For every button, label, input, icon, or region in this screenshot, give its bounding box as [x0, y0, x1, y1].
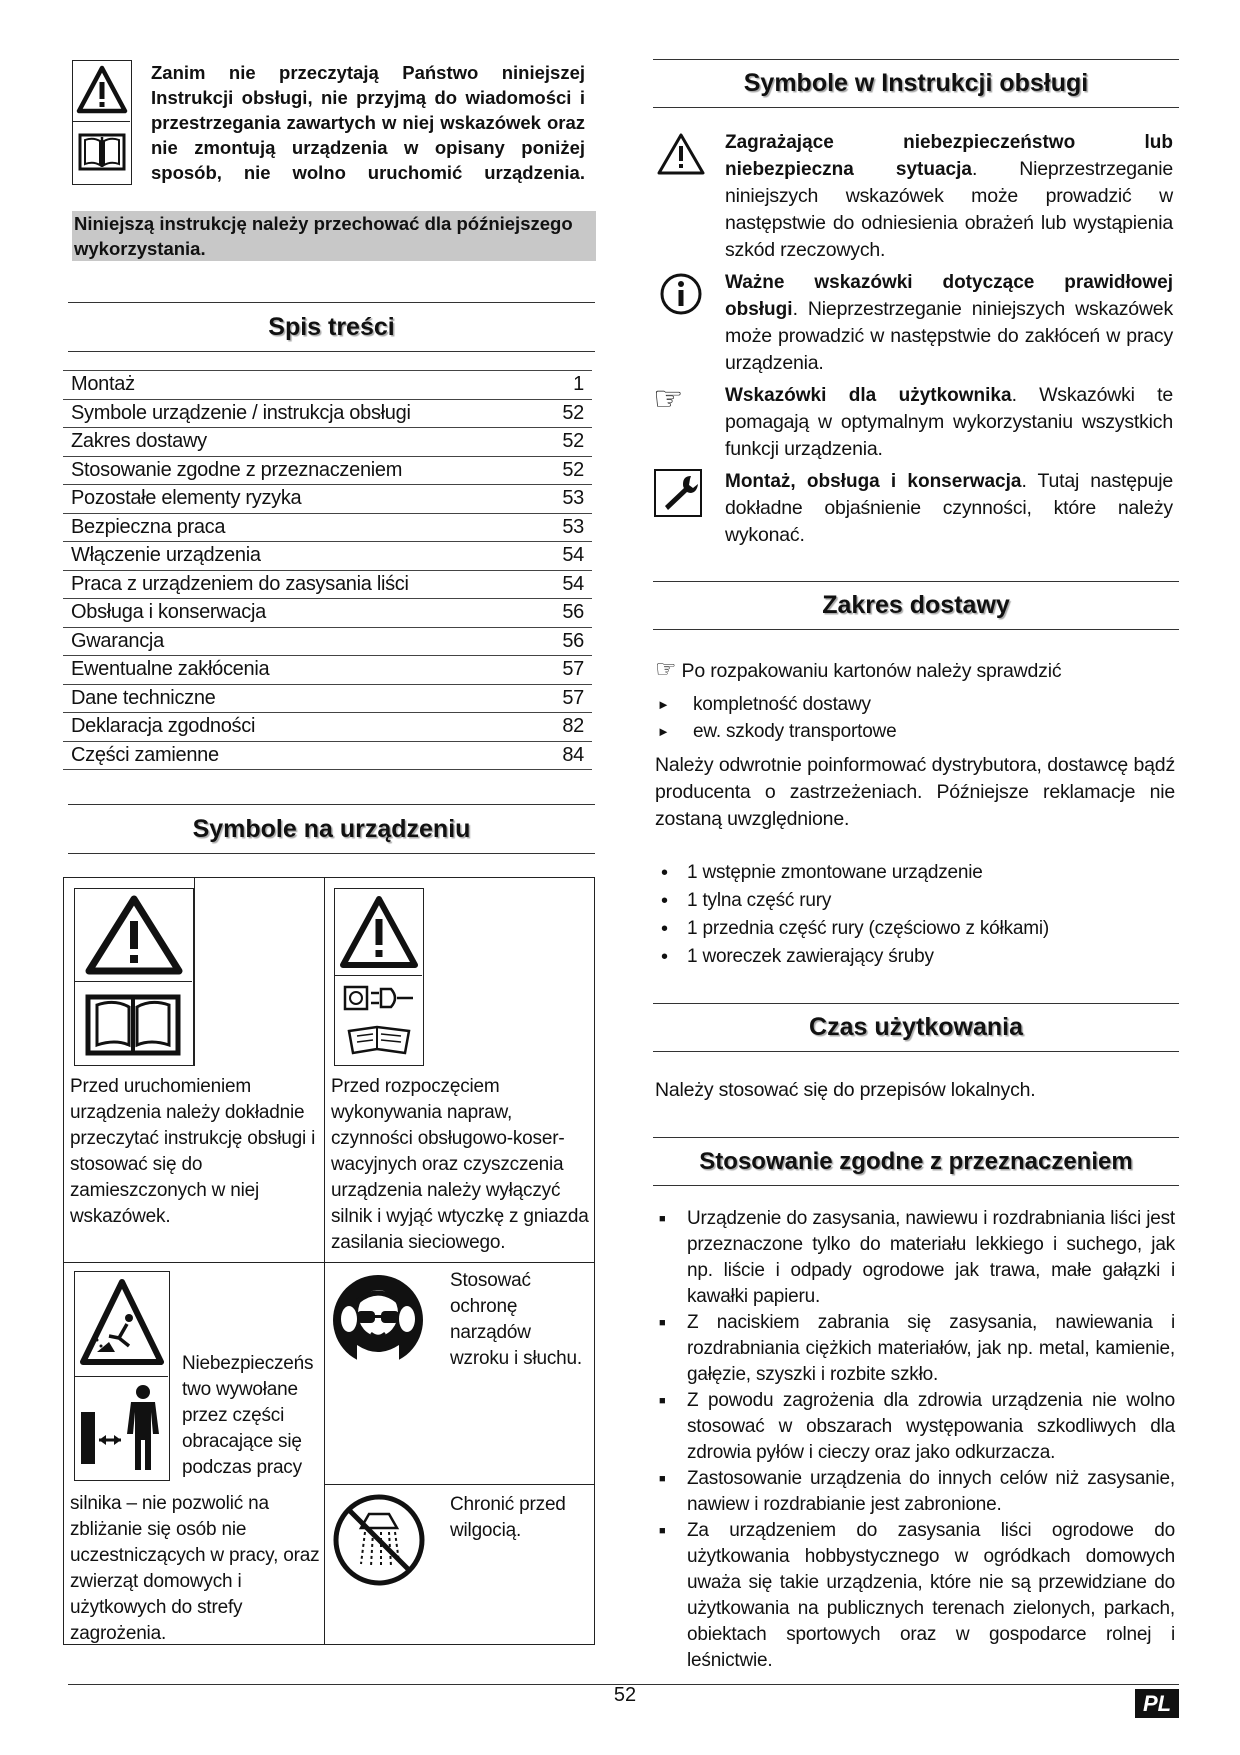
delivery-check-intro: [655, 657, 1175, 684]
toc-row[interactable]: [63, 713, 592, 742]
delivery-note: Należy odwrotnie poinformować dystrybutora, dostawcę bądź producenta o zastrzeżeniach. Późniejsze reklamacje nie zostaną uwzględnione.: [655, 754, 1175, 830]
toc-page: 53: [562, 487, 584, 509]
device-symbols-table: [63, 877, 595, 1645]
symbol-description: . Wskazówki te pomagają w optymalnym wykorzystaniu wszystkich funkcji urządzenia.: [725, 384, 1173, 460]
toc-row[interactable]: [63, 514, 592, 543]
toc-row[interactable]: [63, 370, 592, 400]
toc-page: 52: [562, 430, 584, 452]
pointing-hand-icon: ☞: [655, 656, 677, 683]
toc-page: 54: [562, 572, 584, 595]
intended-use-list: [655, 1206, 1175, 1674]
wrench-icon: [653, 468, 703, 518]
cell3-text-a: Niebezpieczeńs two wywołane przez części obracające się podczas pracy: [182, 1353, 314, 1478]
cell2-icon-box: [334, 888, 424, 1066]
keep-distance-icon: [79, 1382, 165, 1476]
toc-label: Obsługa i konserwacja: [71, 601, 266, 623]
page-number: 52: [613, 1684, 637, 1706]
info-icon: [659, 272, 703, 316]
manual-book-icon: [78, 131, 126, 173]
toc-row[interactable]: [63, 656, 592, 685]
toc-label: Deklaracja zgodności: [71, 715, 256, 737]
manual-symbol-row: [653, 270, 1173, 377]
toc-label: Ewentualne zakłócenia: [71, 658, 270, 680]
toc-row[interactable]: [63, 457, 592, 486]
list-item: • 1 przednia część rury (częściowo z kółkami): [655, 915, 1175, 943]
list-item: ■ Z naciskiem zabrania się zasysania, nawiewania i rozdrabniania ciężkich materiałów, jak np. metal, kamienie, gałęzie, szyszki i rozbite szkło.: [655, 1310, 1175, 1388]
toc-row[interactable]: [63, 428, 592, 457]
symbol-description: . Nieprzestrzeganie niniejszych wskazówek może prowadzić w następstwie do odniesienia obrażeń lub wystąpienia szkód rzeczowych.: [725, 158, 1173, 261]
toc-title: Spis treści: [268, 313, 395, 341]
toc-label: Praca z urządzeniem do zasysania liści: [71, 572, 409, 595]
delivery-check-intro-text: Po rozpakowaniu kartonów należy sprawdzić: [681, 660, 1062, 682]
cell2-text: Przed rozpoczęciem wykonywania napraw, czynności obsługowo-koser-wacyjnych oraz czyszczenia urządzenia należy wyłączyć silnik i wyjąć wtyczkę z gniazda zasilania sieciowego.: [331, 1076, 589, 1253]
list-item: • 1 wstępnie zmontowane urządzenie: [655, 859, 1175, 887]
toc-label: Pozostałe elementy ryzyka: [71, 487, 302, 509]
list-item: ■ Za urządzeniem do zasysania liści ogrodowe do użytkowania hobbystycznego w ogródkach domowych uważa się takie urządzenia, które nie są przewidziane do użytkowania na publicznych terenach zielonych, parkach, obiektach sportowych oraz w gospodarce rolnej i leśnictwie.: [655, 1518, 1175, 1674]
manual-symbol-row: [653, 130, 1173, 264]
toc-page: 52: [562, 458, 584, 481]
lifetime-text: Należy stosować się do przepisów lokalnych.: [655, 1079, 1036, 1101]
toc-label: Części zamienne: [71, 743, 219, 766]
toc-list: [63, 370, 592, 770]
keep-manual-note: Niniejszą instrukcję należy przechować dla późniejszego wykorzystania.: [72, 211, 596, 261]
manual-symbols-title: Symbole w Instrukcji obsługi: [743, 69, 1089, 97]
delivery-check-list: [655, 691, 1175, 745]
toc-label: Stosowanie zgodne z przeznaczeniem: [71, 458, 403, 481]
toc-row[interactable]: [63, 571, 592, 600]
warning-icon: [85, 895, 183, 975]
list-item: ■ Zastosowanie urządzenia do innych celów niż zasysanie, nawiew i rozdrabianie jest zabronione.: [655, 1466, 1175, 1518]
toc-page: 52: [562, 401, 584, 424]
toc-row[interactable]: [63, 742, 592, 771]
device-symbols-header: [68, 804, 595, 854]
toc-label: Symbole urządzenie / instrukcja obsługi: [71, 401, 411, 424]
toc-page: 56: [562, 601, 584, 623]
list-item: ■ Z powodu zagrożenia dla zdrowia urządzenia nie wolno stosować w obszarach występowania szkodliwych dla zdrowia pyłów i cieczy oraz jako odkurzacza.: [655, 1388, 1175, 1466]
list-item: ► kompletność dostawy: [655, 691, 1175, 718]
manual-book-icon: [85, 993, 181, 1057]
symbol-title: Ważne wskazówki dotyczące prawidłowej obsługi: [725, 272, 1173, 320]
toc-row[interactable]: [63, 599, 592, 628]
toc-page: 82: [562, 715, 584, 737]
toc-page: 1: [573, 373, 584, 395]
symbol-title: Wskazówki dla użytkownika: [725, 385, 1012, 406]
toc-header: [68, 302, 595, 352]
lifetime-title: Czas użytkowania: [809, 1013, 1023, 1041]
delivery-header: [653, 581, 1179, 630]
intended-use-title: Stosowanie zgodne z przeznaczeniem: [699, 1148, 1133, 1175]
delivery-title: Zakres dostawy: [822, 591, 1010, 619]
lifetime-header: [653, 1003, 1179, 1052]
warning-icon: [76, 64, 128, 116]
warning-icon: [339, 895, 419, 969]
cell5-text: Chronić przed wilgocią.: [450, 1494, 566, 1541]
pointing-hand-icon: ☞: [653, 380, 684, 418]
toc-row[interactable]: [63, 542, 592, 571]
toc-row[interactable]: [63, 400, 592, 429]
toc-page: 57: [562, 658, 584, 680]
toc-row[interactable]: [63, 485, 592, 514]
list-item: ■ Urządzenie do zasysania, nawiewu i rozdrabniania liści jest przeznaczone tylko do materiału lekkiego i suchego, jak np. liście i odpady ogrodowe jak trawa, małe gałązki i kawałki papieru.: [655, 1206, 1175, 1310]
rotating-parts-warning-icon: [79, 1278, 165, 1368]
toc-label: Włączenie urządzenia: [71, 544, 261, 566]
cell1-text: Przed uruchomieniem urządzenia należy dokładnie przeczytać instrukcję obsługi i stosować się do zamieszczonych w niej wskazówek.: [70, 1076, 316, 1227]
toc-label: Montaż: [71, 373, 135, 395]
delivery-items: [655, 859, 1175, 971]
unplug-icon: [341, 981, 417, 1017]
intro-icon-box: [72, 60, 132, 185]
list-item: • 1 tylna część rury: [655, 887, 1175, 915]
cell4-text: Stosować ochronę narządów wzroku i słuchu.: [450, 1270, 582, 1369]
intro-warning-text: Zanim nie przeczytają Państwo niniejszej Instrukcji obsługi, nie przyjmą do wiadomości i przestrzegania zawartych w niej wskazówek oraz nie zmontują urządzenia w opisany poniżej sposób, nie wolno uruchomić urządzenia.: [151, 62, 585, 183]
cell3-icon-box: [74, 1271, 170, 1481]
list-item: ► ew. szkody transportowe: [655, 718, 1175, 745]
symbol-title: Zagrażające niebezpieczeństwo lub niebezpieczna sytuacja: [725, 132, 1173, 180]
manual-symbol-row: [653, 382, 1173, 463]
intended-use-header: [653, 1137, 1179, 1186]
symbol-description: . Nieprzestrzeganie niniejszych wskazówek może prowadzić w następstwie do zakłóceń w pracy urządzenia.: [725, 298, 1173, 374]
open-book-icon: [345, 1021, 413, 1057]
device-symbols-title: Symbole na urządzeniu: [192, 815, 471, 843]
symbol-title: Montaż, obsługa i konserwacja: [725, 471, 1022, 492]
toc-page: 56: [562, 629, 584, 652]
toc-label: Gwarancja: [71, 629, 164, 652]
danger-icon: [656, 132, 706, 176]
language-badge: PL: [1135, 1689, 1179, 1718]
toc-label: Dane techniczne: [71, 686, 216, 709]
protect-from-moisture-icon: [331, 1492, 427, 1588]
toc-page: 57: [562, 686, 584, 709]
symbol-description: . Tutaj następuje dokładne objaśnienie czynności, które należy wykonać.: [725, 470, 1173, 546]
cell3-text-b: silnika – nie pozwolić na zbliżanie się osób nie uczestniczących w pracy, oraz zwierząt domowych i użytkowych do strefy zagrożenia.: [70, 1493, 320, 1644]
toc-label: Zakres dostawy: [71, 430, 207, 452]
toc-row[interactable]: [63, 628, 592, 657]
toc-label: Bezpieczna praca: [71, 515, 226, 538]
toc-page: 54: [562, 544, 584, 566]
toc-page: 53: [562, 515, 584, 538]
eye-ear-protection-icon: [331, 1273, 425, 1367]
list-item: • 1 woreczek zawierający śruby: [655, 943, 1175, 971]
manual-symbol-row: [653, 468, 1173, 549]
manual-symbols-header: [653, 59, 1179, 108]
toc-row[interactable]: [63, 685, 592, 714]
toc-page: 84: [562, 743, 584, 766]
cell1-icon-box: [74, 888, 194, 1066]
